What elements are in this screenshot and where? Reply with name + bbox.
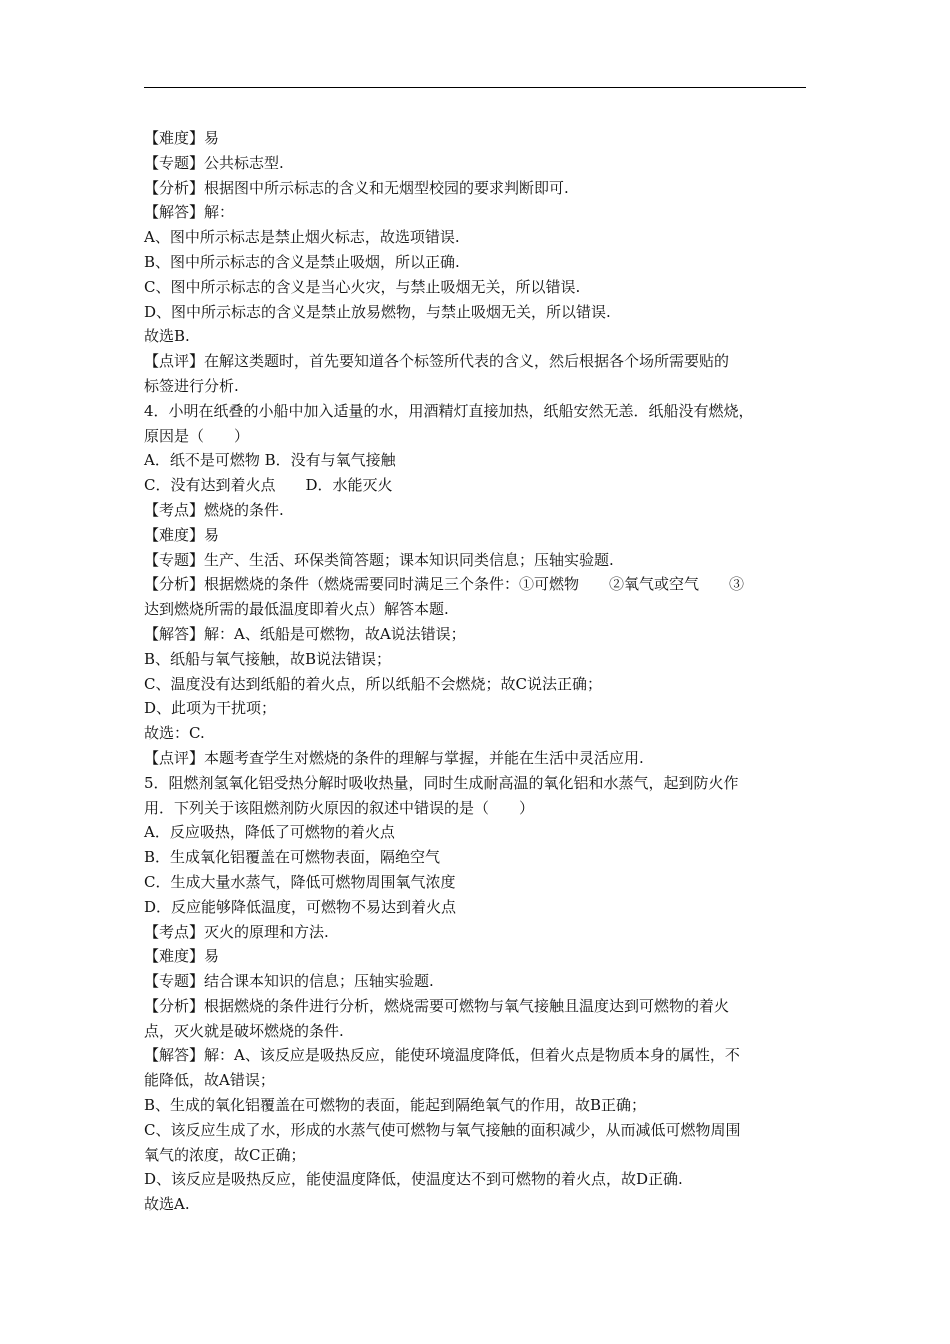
text-line: D．反应能够降低温度，可燃物不易达到着火点 xyxy=(144,897,457,916)
text-line: 原因是（ ） xyxy=(144,426,250,445)
text-line: 【分析】根据图中所示标志的含义和无烟型校园的要求判断即可. xyxy=(144,178,569,197)
text-line: A、图中所示标志是禁止烟火标志，故选项错误. xyxy=(144,228,460,247)
text-line: 故选B. xyxy=(144,327,190,346)
text-line: 【点评】在解这类题时，首先要知道各个标签所代表的含义，然后根据各个场所需要贴的 xyxy=(144,352,730,371)
text-line: B、纸船与氧气接触，故B说法错误； xyxy=(144,649,392,668)
text-line: C、温度没有达到纸船的着火点，所以纸船不会燃烧；故C说法正确； xyxy=(144,674,602,693)
text-line: 【专题】公共标志型. xyxy=(144,153,284,172)
text-line: A．反应吸热，降低了可燃物的着火点 xyxy=(144,823,395,842)
text-line: 【分析】根据燃烧的条件进行分析，燃烧需要可燃物与氧气接触且温度达到可燃物的着火 xyxy=(144,996,730,1015)
text-line: C．生成大量水蒸气，降低可燃物周围氧气浓度 xyxy=(144,872,456,891)
text-line: 标签进行分析. xyxy=(144,376,239,395)
text-line: 氧气的浓度，故C正确； xyxy=(144,1145,306,1164)
header-rule xyxy=(144,87,806,88)
text-line: 【解答】解：A、该反应是吸热反应，能使环境温度降低，但着火点是物质本身的属性，不 xyxy=(144,1046,740,1065)
text-line: 能降低，故A错误； xyxy=(144,1071,275,1090)
text-line: 点，灭火就是破坏燃烧的条件. xyxy=(144,1021,344,1040)
text-line: 【专题】结合课本知识的信息；压轴实验题. xyxy=(144,972,434,991)
text-line: C、图中所示标志的含义是当心火灾，与禁止吸烟无关，所以错误. xyxy=(144,277,581,296)
text-line: 【解答】解： xyxy=(144,203,235,222)
text-line: 达到燃烧所需的最低温度即着火点）解答本题. xyxy=(144,600,449,619)
text-line: 5．阻燃剂氢氧化铝受热分解时吸收热量，同时生成耐高温的氧化铝和水蒸气，起到防火作 xyxy=(144,773,739,792)
text-line: 【考点】灭火的原理和方法. xyxy=(144,922,329,941)
text-line: 【难度】易 xyxy=(144,525,220,544)
text-line: B．生成氧化铝覆盖在可燃物表面，隔绝空气 xyxy=(144,848,441,867)
text-line: 【专题】生产、生活、环保类简答题；课本知识同类信息；压轴实验题. xyxy=(144,550,614,569)
text-line: D、此项为干扰项； xyxy=(144,699,277,718)
text-line: 故选A. xyxy=(144,1195,190,1214)
text-line: 【解答】解：A、纸船是可燃物，故A说法错误； xyxy=(144,624,466,643)
text-line: B、图中所示标志的含义是禁止吸烟，所以正确. xyxy=(144,252,460,271)
text-line: 【点评】本题考查学生对燃烧的条件的理解与掌握，并能在生活中灵活应用. xyxy=(144,748,644,767)
text-line: C、该反应生成了水，形成的水蒸气使可燃物与氧气接触的面积减少，从而减低可燃物周围 xyxy=(144,1120,741,1139)
text-line: 【难度】易 xyxy=(144,947,220,966)
text-line: D、图中所示标志的含义是禁止放易燃物，与禁止吸烟无关，所以错误. xyxy=(144,302,611,321)
text-line: 【难度】易 xyxy=(144,129,220,147)
text-line: C．没有达到着火点 D．水能灭火 xyxy=(144,476,393,495)
text-line: 4．小明在纸叠的小船中加入适量的水，用酒精灯直接加热，纸船安然无恙．纸船没有燃烧， xyxy=(144,401,754,420)
text-line: B、生成的氧化铝覆盖在可燃物的表面，能起到隔绝氧气的作用，故B正确； xyxy=(144,1096,647,1115)
text-line: 故选：C. xyxy=(144,724,205,743)
text-line: 【考点】燃烧的条件. xyxy=(144,500,284,519)
text-line: 【分析】根据燃烧的条件（燃烧需要同时满足三个条件：①可燃物 ②氧气或空气 ③ xyxy=(144,575,745,594)
text-line: 用．下列关于该阻燃剂防火原因的叙述中错误的是（ ） xyxy=(144,798,535,817)
document-body xyxy=(144,126,814,1217)
text-line: D、该反应是吸热反应，能使温度降低，使温度达不到可燃物的着火点，故D正确. xyxy=(144,1170,683,1189)
text-line: A．纸不是可燃物 B．没有与氧气接触 xyxy=(144,451,396,470)
